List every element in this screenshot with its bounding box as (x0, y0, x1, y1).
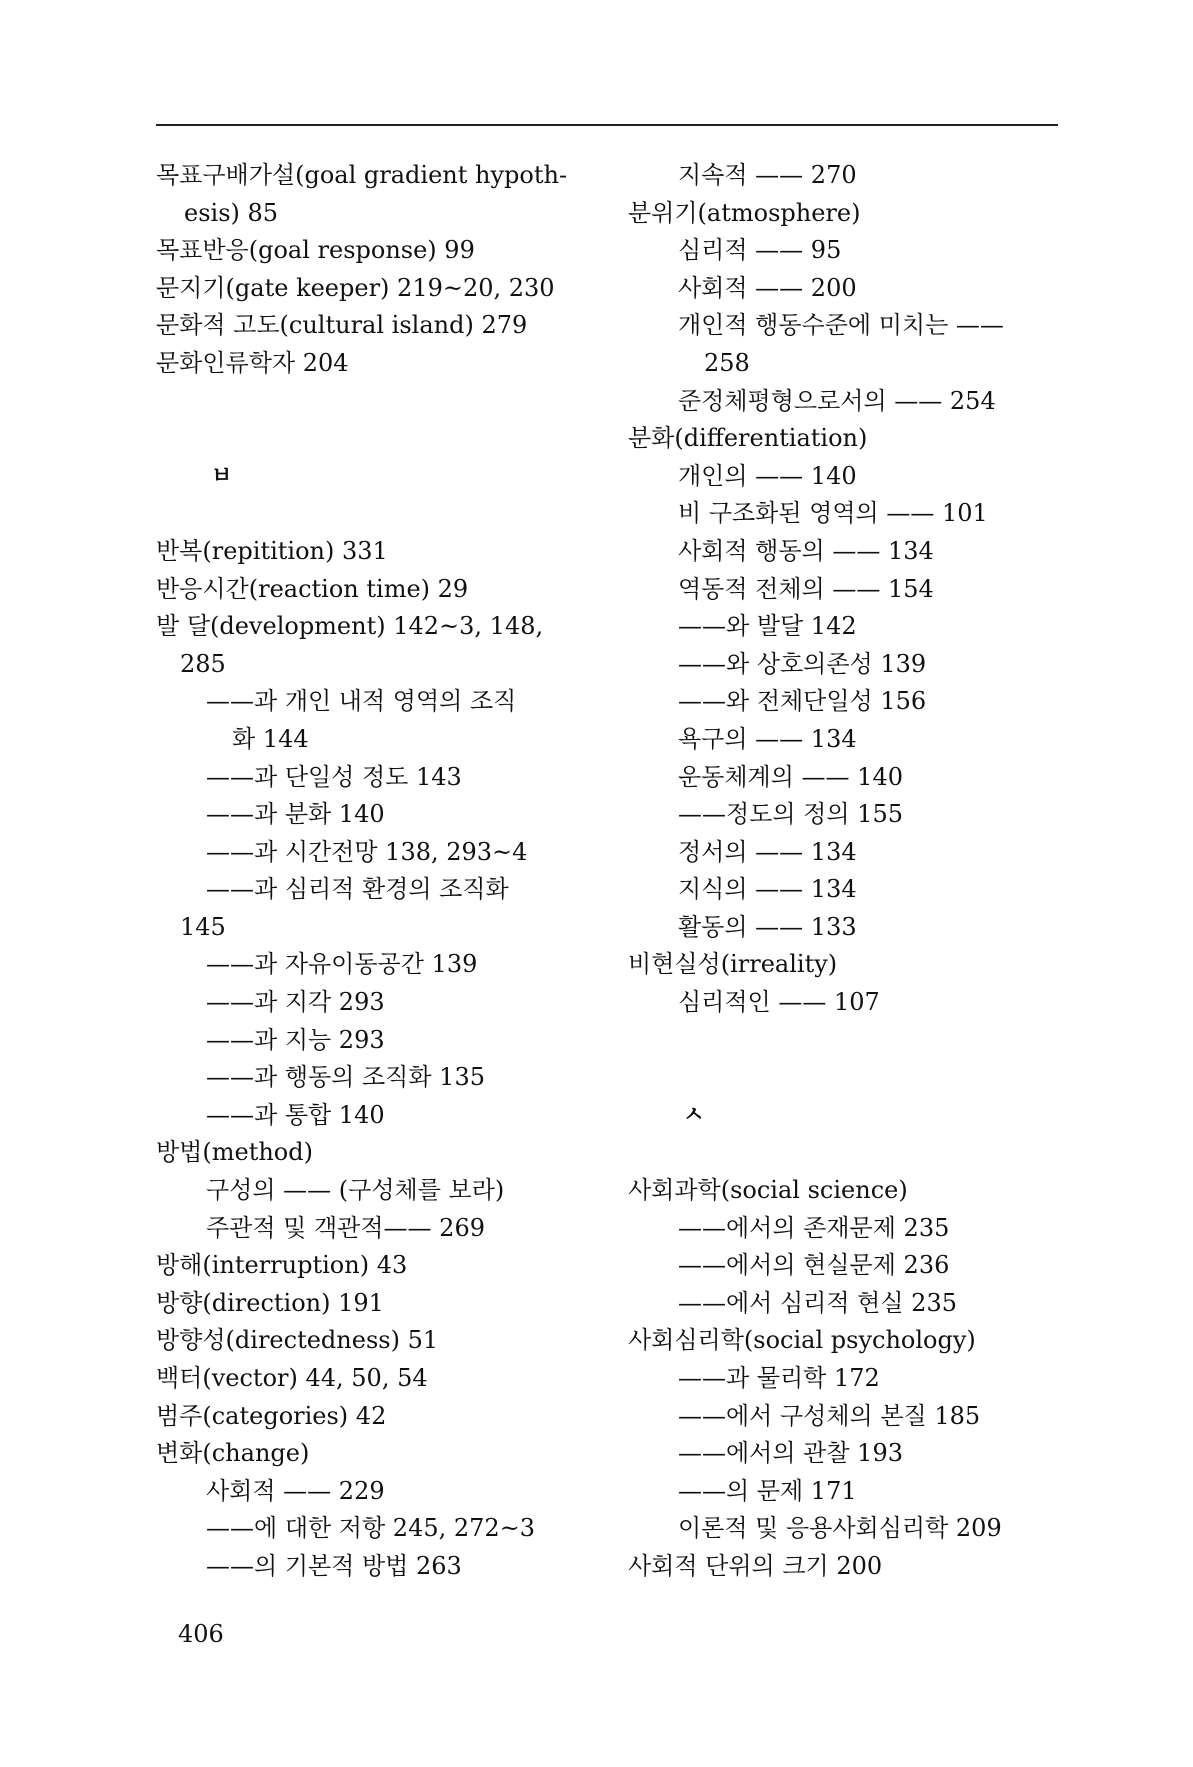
index-entry: 사회적 —— 229 (206, 1476, 385, 1505)
index-entry: ——와 발달 142 (678, 612, 857, 641)
index-entry: ——과 통합 140 (206, 1100, 385, 1129)
spacer (156, 420, 596, 458)
index-entry: 사회심리학(social psychology) (628, 1326, 976, 1355)
index-entry: 준정체평형으로서의 —— 254 (678, 386, 996, 415)
index-entry: 지속적 —— 270 (678, 161, 857, 189)
index-entry: 백터(vector) 44, 50, 54 (156, 1364, 428, 1392)
index-entry: 반응시간(reaction time) 29 (156, 574, 469, 603)
index-entry: 심리적 —— 95 (678, 236, 842, 265)
index-entry: 방향성(directedness) 51 (156, 1326, 439, 1355)
index-entry: 분위기(atmosphere) (628, 198, 861, 227)
index-entry: ——과 분화 140 (206, 800, 385, 829)
index-entry: esis) 85 (184, 198, 279, 227)
index-entry: 방해(interruption) 43 (156, 1251, 408, 1280)
index-entry: ——과 개인 내적 영역의 조직 (206, 687, 517, 716)
page-number: 406 (178, 1620, 224, 1648)
index-entry: ——에서의 존재문제 235 (678, 1213, 950, 1242)
index-column-right (628, 157, 1068, 1586)
index-entry: 역동적 전체의 —— 154 (678, 574, 934, 603)
index-entry: 방향(direction) 191 (156, 1288, 384, 1317)
index-entry: 145 (180, 912, 226, 941)
index-entry: ——에서 심리적 현실 235 (678, 1288, 957, 1317)
index-entry: 주관적 및 객관적—— 269 (206, 1213, 485, 1242)
index-entry: 분화(differentiation) (628, 424, 868, 453)
index-entry: ——에서의 현실문제 236 (678, 1251, 950, 1280)
index-entry: 방법(method) (156, 1138, 313, 1167)
index-entry: 지식의 —— 134 (678, 875, 857, 904)
index-entry: ——과 단일성 정도 143 (206, 762, 462, 791)
index-entry: 사회적 행동의 —— 134 (678, 536, 934, 565)
index-entry: 범주(categories) 42 (156, 1401, 387, 1430)
index-entry: 285 (180, 649, 226, 678)
index-entry: 사회적 —— 200 (678, 273, 857, 302)
index-entry: ——과 자유이동공간 139 (206, 950, 478, 979)
spacer (156, 383, 596, 421)
index-entry: 비 구조화된 영역의 —— 101 (678, 499, 988, 528)
top-rule (156, 124, 1058, 126)
index-entry: ——정도의 정의 155 (678, 800, 903, 829)
spacer (628, 1022, 1068, 1060)
index-entry: 목표구배가설(goal gradient hypoth- (156, 161, 568, 189)
index-entry: 258 (704, 348, 750, 377)
index-entry: 활동의 —— 133 (678, 912, 857, 941)
index-entry: 이론적 및 응용사회심리학 209 (678, 1514, 1002, 1543)
index-entry: ——의 문제 171 (678, 1476, 857, 1505)
index-entry: 문화인류학자 204 (156, 348, 349, 377)
index-entry: 정서의 —— 134 (678, 837, 857, 866)
section-letter: ㅂ (211, 462, 233, 489)
index-entry: 사회과학(social science) (628, 1176, 908, 1205)
index-entry: 개인적 행동수준에 미치는 —— (678, 311, 1004, 340)
index-entry: 개인의 —— 140 (678, 461, 857, 490)
index-entry: 목표반응(goal response) 99 (156, 236, 475, 265)
index-entry: ——과 지각 293 (206, 988, 385, 1017)
index-entry: 비현실성(irreality) (628, 950, 838, 979)
index-entry: 반복(repitition) 331 (156, 536, 388, 565)
index-entry: 구성의 —— (구성체를 보라) (206, 1176, 505, 1205)
index-entry: ——과 행동의 조직화 135 (206, 1063, 485, 1092)
spacer (628, 1134, 1068, 1172)
index-column-left (156, 157, 596, 1586)
index-entry: 문지기(gate keeper) 219~20, 230 (156, 273, 555, 302)
index-entry: ——과 지능 293 (206, 1025, 385, 1054)
index-entry: ——와 상호의존성 139 (678, 649, 927, 678)
index-entry: ——에서의 관찰 193 (678, 1439, 903, 1468)
index-entry: 발 달(development) 142~3, 148, (156, 612, 544, 641)
index-entry: ——에 대한 저항 245, 272~3 (206, 1514, 536, 1543)
index-entry: 사회적 단위의 크기 200 (628, 1551, 883, 1580)
spacer (156, 495, 596, 533)
index-entry: 화 144 (232, 724, 309, 753)
index-entry: ——과 시간전망 138, 293~4 (206, 837, 528, 866)
index-entry: 변화(change) (156, 1439, 310, 1468)
spacer (628, 1059, 1068, 1097)
index-entry: ——에서 구성체의 본질 185 (678, 1401, 981, 1430)
section-letter: ㅅ (683, 1101, 705, 1128)
index-entry: ——의 기본적 방법 263 (206, 1551, 462, 1580)
index-entry: 문화적 고도(cultural island) 279 (156, 311, 528, 340)
index-entry: 심리적인 —— 107 (678, 988, 880, 1017)
index-entry: ——과 심리적 환경의 조직화 (206, 875, 509, 904)
index-entry: ——와 전체단일성 156 (678, 687, 927, 716)
index-entry: 운동체계의 —— 140 (678, 762, 903, 791)
index-entry: 욕구의 —— 134 (678, 724, 857, 753)
index-entry: ——과 물리학 172 (678, 1364, 880, 1392)
